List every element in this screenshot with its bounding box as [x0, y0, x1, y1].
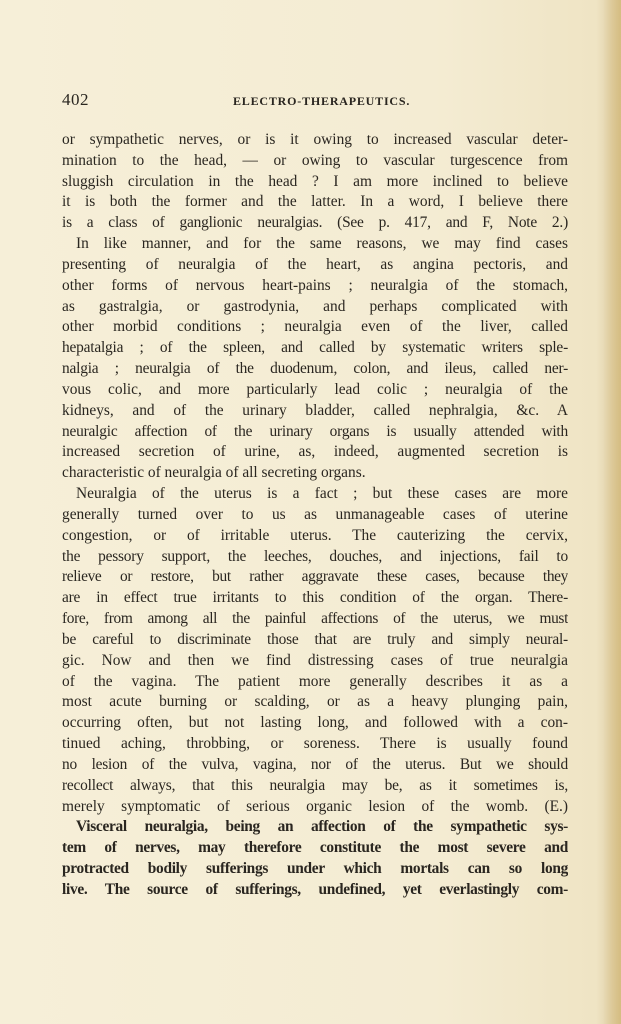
- text-line: recollect always, that this neuralgia may be, as it sometimes is,: [62, 776, 568, 794]
- text-line: or sympathetic nerves, or is it owing to increased vascular deter-: [62, 131, 568, 148]
- text-line: protracted bodily sufferings under which mortals can so long: [62, 859, 568, 877]
- text-line: other forms of nervous heart-pains ; neuralgia of the stomach,: [62, 276, 568, 294]
- text-line: as gastralgia, or gastrodynia, and perhaps complicated with: [62, 297, 568, 315]
- text-line: neuralgic affection of the urinary organs is usually attended with: [62, 422, 568, 440]
- text-line: no lesion of the vulva, vagina, nor of the uterus. But we should: [62, 755, 568, 773]
- text-line: congestion, or of irritable uterus. The cauterizing the cervix,: [62, 526, 568, 544]
- page-number: 402: [62, 90, 89, 109]
- text-line: tinued aching, throbbing, or soreness. There is usually found: [62, 735, 568, 753]
- text-line: Visceral neuralgia, being an affection of the sympathetic sys-: [76, 818, 568, 836]
- text-line: other morbid conditions ; neuralgia even of the liver, called: [62, 318, 568, 336]
- text-line: are in effect true irritants to this condition of the organ. There-: [62, 589, 568, 607]
- page-edge-shadow: [603, 0, 621, 1024]
- text-line: presenting of neuralgia of the heart, as angina pectoris, and: [62, 255, 568, 273]
- text-line: the pessory support, the leeches, douches, and injections, fail to: [62, 547, 568, 565]
- body-text: [62, 130, 568, 901]
- text-line: generally turned over to us as unmanageable cases of uterine: [62, 505, 568, 523]
- page-header: [62, 90, 562, 112]
- text-line: gic. Now and then we find distressing cases of true neuralgia: [62, 651, 568, 669]
- text-line: sluggish circulation in the head ? I am more inclined to believe: [62, 172, 568, 190]
- text-line: be careful to discriminate those that are truly and simply neural-: [62, 630, 568, 648]
- text-line: increased secretion of urine, as, indeed, augmented secretion is: [62, 443, 568, 461]
- text-line: characteristic of neuralgia of all secreting organs.: [62, 464, 366, 482]
- text-line: In like manner, and for the same reasons, we may find cases: [76, 235, 568, 253]
- text-line: hepatalgia ; of the spleen, and called by systematic writers sple-: [62, 339, 568, 357]
- text-line: merely symptomatic of serious organic lesion of the womb. (E.): [62, 797, 568, 815]
- text-line: vous colic, and more particularly lead colic ; neuralgia of the: [62, 380, 568, 398]
- running-head: ELECTRO-THERAPEUTICS.: [233, 94, 411, 108]
- text-line: it is both the former and the latter. In a word, I believe there: [62, 193, 568, 211]
- text-line: is a class of ganglionic neuralgias. (See p. 417, and F, Note 2.): [62, 214, 568, 232]
- text-line: fore, from among all the painful affections of the uterus, we must: [62, 610, 568, 628]
- text-line: most acute burning or scalding, or as a heavy plunging pain,: [62, 693, 568, 711]
- text-line: occurring often, but not lasting long, and followed with a con-: [62, 714, 568, 732]
- text-line: Neuralgia of the uterus is a fact ; but these cases are more: [76, 485, 568, 503]
- text-line: live. The source of sufferings, undefined, yet everlastingly com-: [62, 880, 568, 898]
- text-line: mination to the head, — or owing to vascular turgescence from: [62, 151, 568, 169]
- text-line: nalgia ; neuralgia of the duodenum, colon, and ileus, called ner-: [62, 360, 568, 378]
- text-line: relieve or restore, but rather aggravate these cases, because they: [62, 568, 568, 586]
- text-line: tem of nerves, may therefore constitute the most severe and: [62, 839, 568, 857]
- text-line: of the vagina. The patient more generally describes it as a: [62, 672, 568, 690]
- text-line: kidneys, and of the urinary bladder, called nephralgia, &c. A: [62, 401, 568, 419]
